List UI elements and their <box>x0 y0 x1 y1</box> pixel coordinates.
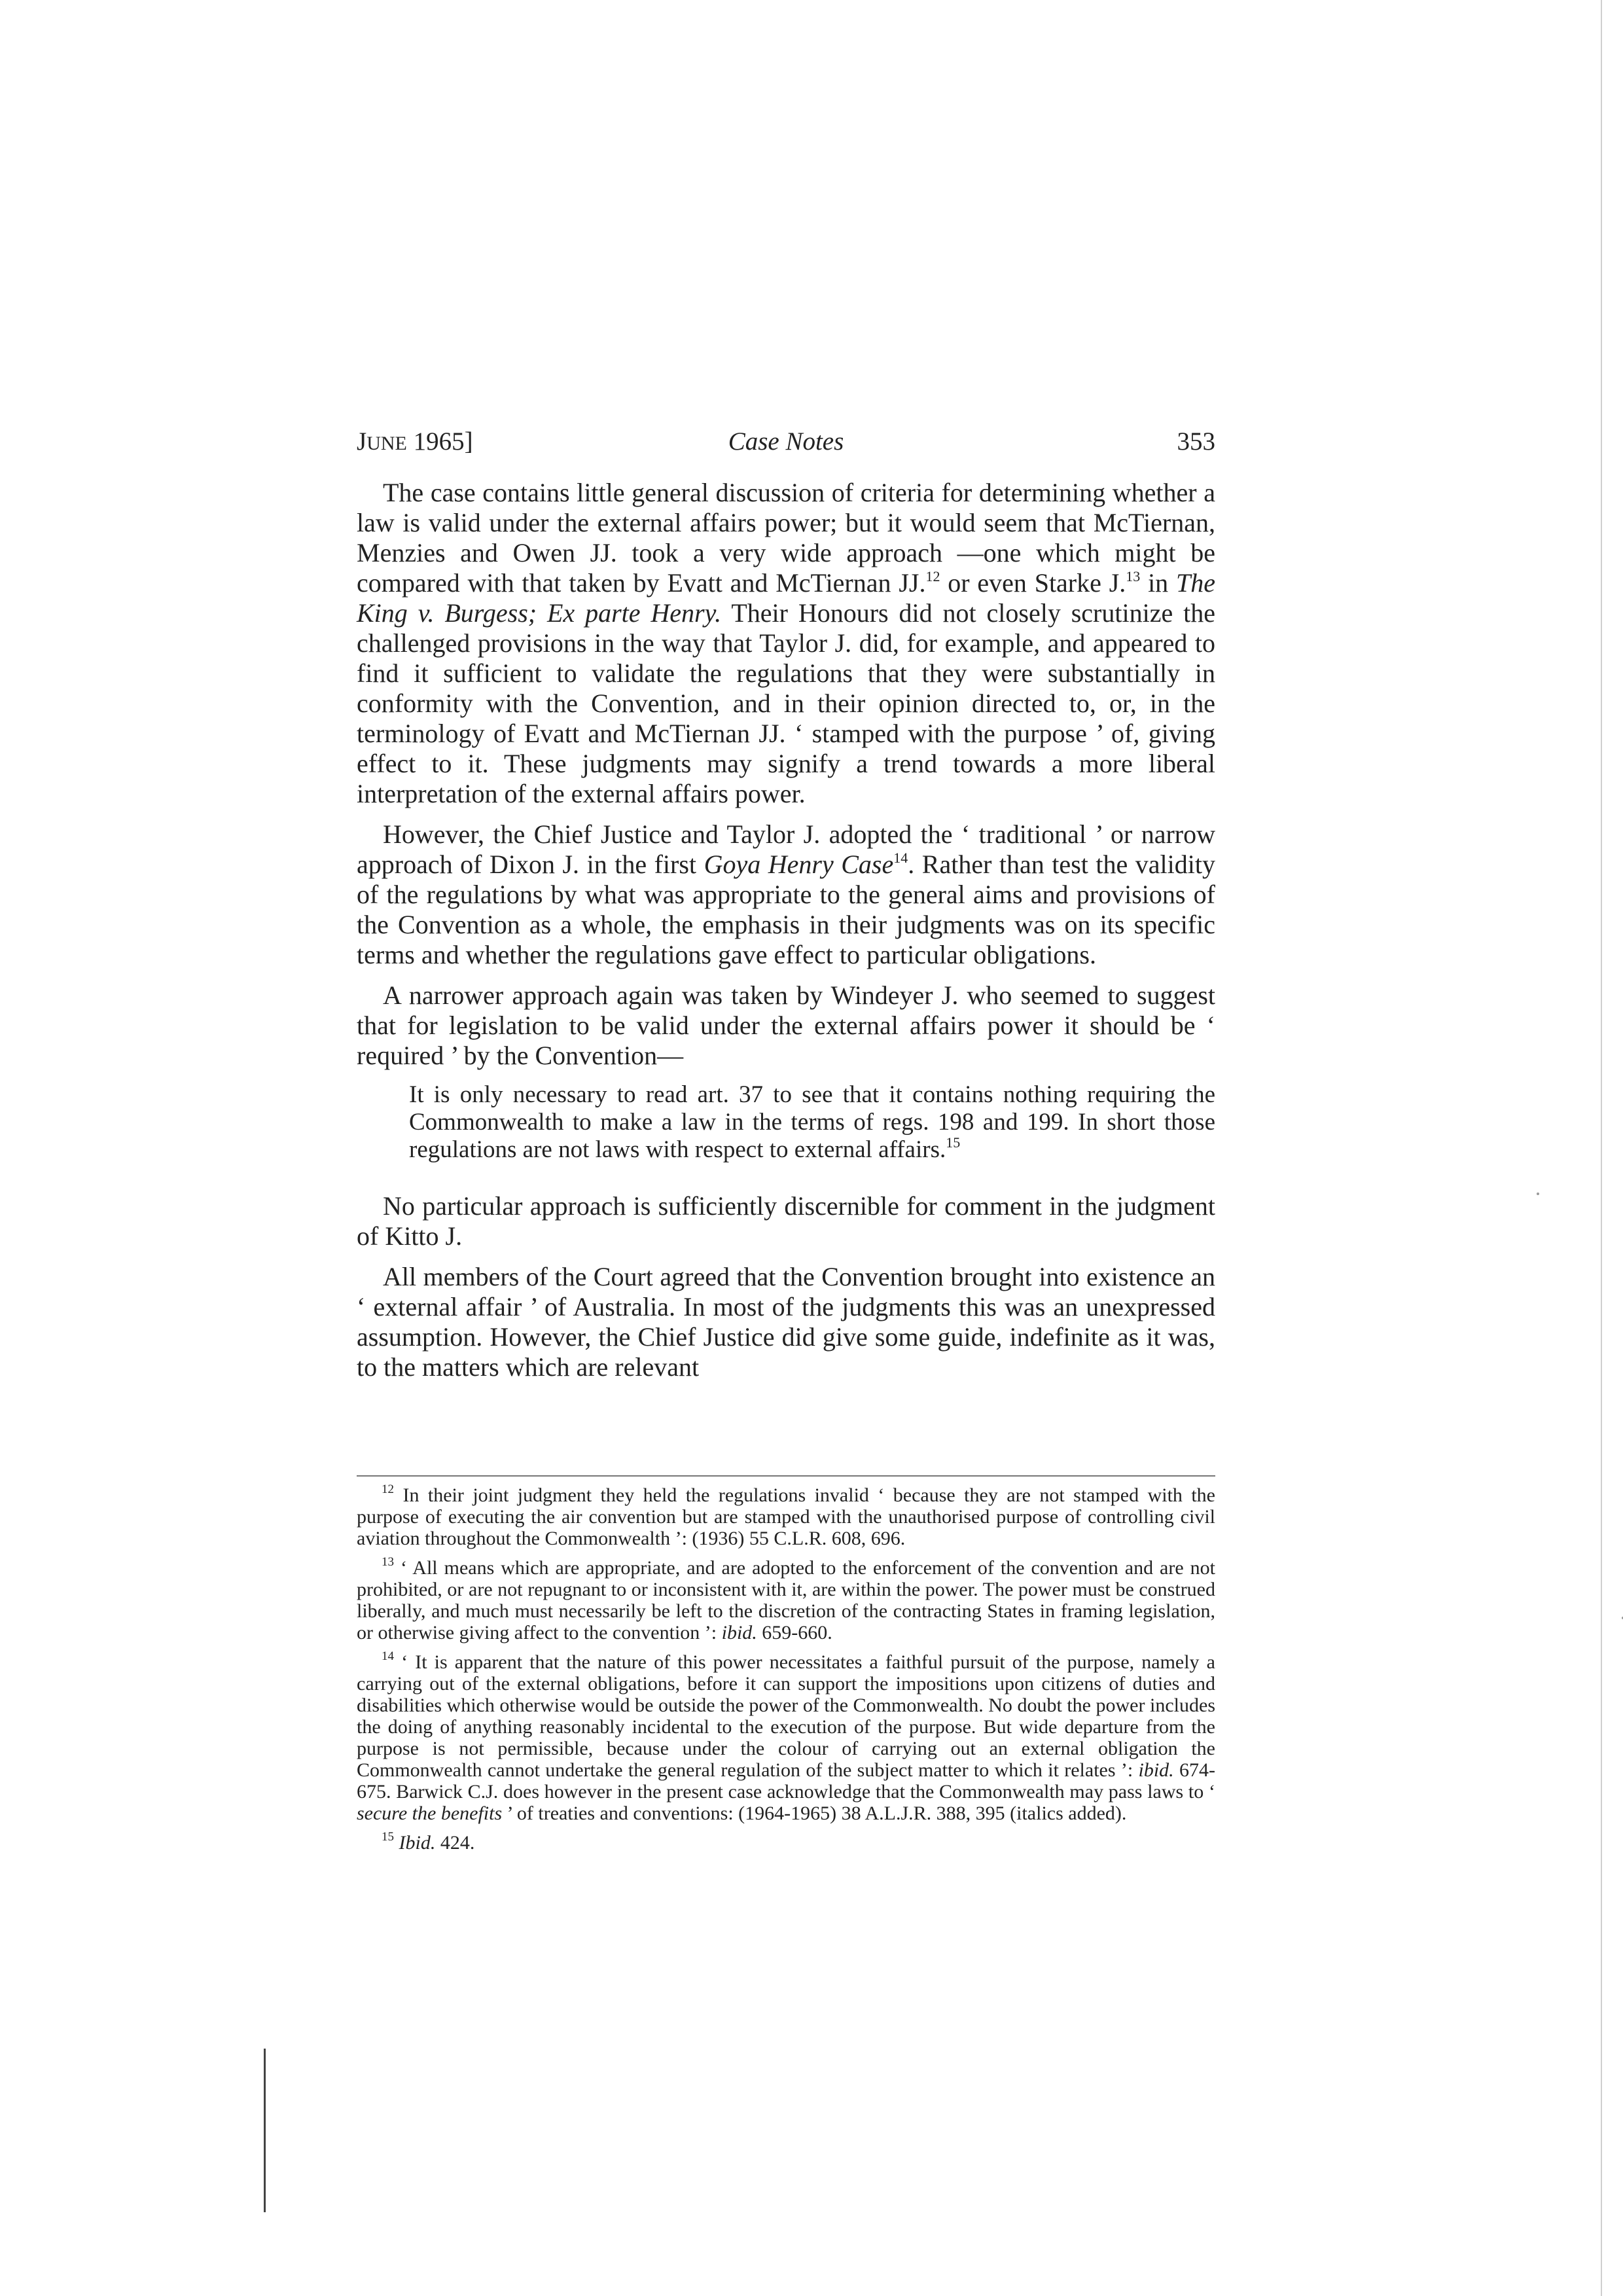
paragraph: A narrower approach again was taken by Windeyer J. who seemed to suggest that for legislation to be valid under the external affairs power it should be ‘ required ’ by the Convention— <box>357 980 1215 1070</box>
footnote: $^{12}$ In their joint judgment they held the regulations invalid ‘ because they are not stamped with the purpose of executing the air convention but are stamped with the unauthorised purpose of controlling civil aviation throughout the Commonwealth ’: (1936) 55 C.L.R. 608, 696. <box>357 1482 1215 1549</box>
page-number: 353 <box>1177 427 1215 456</box>
scan-speck <box>1537 1193 1539 1195</box>
case-citation: Goya Henry Case <box>704 850 894 879</box>
footnote-ref: 12 <box>925 567 940 584</box>
footnote: $^{14}$ ‘ It is apparent that the nature of this power necessitates a faithful pursuit of the purpose, namely a carrying out of the external obligations, before it can support the impositions upon citizens of duties and disabilities which otherwise would be outside the power of the Commonwealth. No doubt the power includes the doing of anything reasonably incidental to the execution of the purpose. But wide departure from the purpose is not permissible, because under the colour of carrying out an external obligation the Commonwealth cannot undertake the general regulation of the subject matter to which it relates ’: ibid. 674-675. Barwick C.J. does however in the present case acknowledge that the Commonwealth may pass laws to ‘ secure the benefits ’ of treaties and conventions: (1964-1965) 38 A.L.J.R. 388, 395 (italics added). <box>357 1649 1215 1824</box>
running-header <box>357 427 1215 463</box>
header-date: JUNE 1965] <box>357 427 473 456</box>
block-quote: It is only necessary to read art. 37 to see that it contains nothing requiring the Commonwealth to make a law in the terms of regs. 198 and 199. In short those regulations are not laws with respect to external affairs.$^{15}$ <box>409 1081 1215 1163</box>
footnote-ref: 15 <box>946 1134 961 1151</box>
page-edge <box>1601 0 1602 2296</box>
footnote-separator <box>357 1475 1215 1477</box>
paragraph: However, the Chief Justice and Taylor J. adopted the ‘ traditional ’ or narrow approach of Dixon J. in the first Goya Henry Case$^{14}$. Rather than test the validity of the regulations by what was appropriate to the general aims and provisions of the Convention as a whole, the emphasis in their judgments was on its specific terms and whether the regulations gave effect to particular obligations. <box>357 819 1215 969</box>
paragraph: No particular approach is sufficiently discernible for comment in the judgment of Kitto J. <box>357 1191 1215 1251</box>
footnote-ref: 13 <box>1126 567 1141 584</box>
paragraph: All members of the Court agreed that the Convention brought into existence an ‘ external affair ’ of Australia. In most of the judgments this was an unexpressed assumption. However, the Chief Justice did give some guide, indefinite as it was, to the matters which are relevant <box>357 1262 1215 1382</box>
paragraph: The case contains little general discussion of criteria for determining whether a law is valid under the external affairs power; but it would seem that McTiernan, Menzies and Owen JJ. took a very wide approach —one which might be compared with that taken by Evatt and McTiernan JJ.$^{12}$ or even Starke J.$^{13}$ in The King v. Burgess; Ex parte Henry. Their Honours did not closely scrutinize the challenged provisions in the way that Taylor J. did, for example, and appeared to find it sufficient to validate the regulations that they were substantially in conformity with the Convention, and in their opinion directed to, or, in the terminology of Evatt and McTiernan JJ. ‘ stamped with the purpose ’ of, giving effect to it. These judgments may signify a trend towards a more liberal interpretation of the external affairs power. <box>357 478 1215 808</box>
footnote: $^{13}$ ‘ All means which are appropriate, and are adopted to the enforcement of the convention and are not prohibited, or are not repugnant to or inconsistent with it, are within the power. The power must be construed liberally, and much must necessarily be left to the discretion of the contracting States in framing legislation, or otherwise giving affect to the convention ’: ibid. 659-660. <box>357 1555 1215 1643</box>
footnotes <box>357 1484 1215 1861</box>
margin-mark <box>264 2049 266 2212</box>
body-text <box>357 478 1215 1393</box>
case-citation: The King v. Burgess; Ex parte Henry. <box>357 568 1215 628</box>
footnote: $^{15}$ Ibid. 424. <box>382 1830 475 1854</box>
header-section-title: Case Notes <box>728 427 844 456</box>
footnote-ref: 14 <box>893 849 908 866</box>
